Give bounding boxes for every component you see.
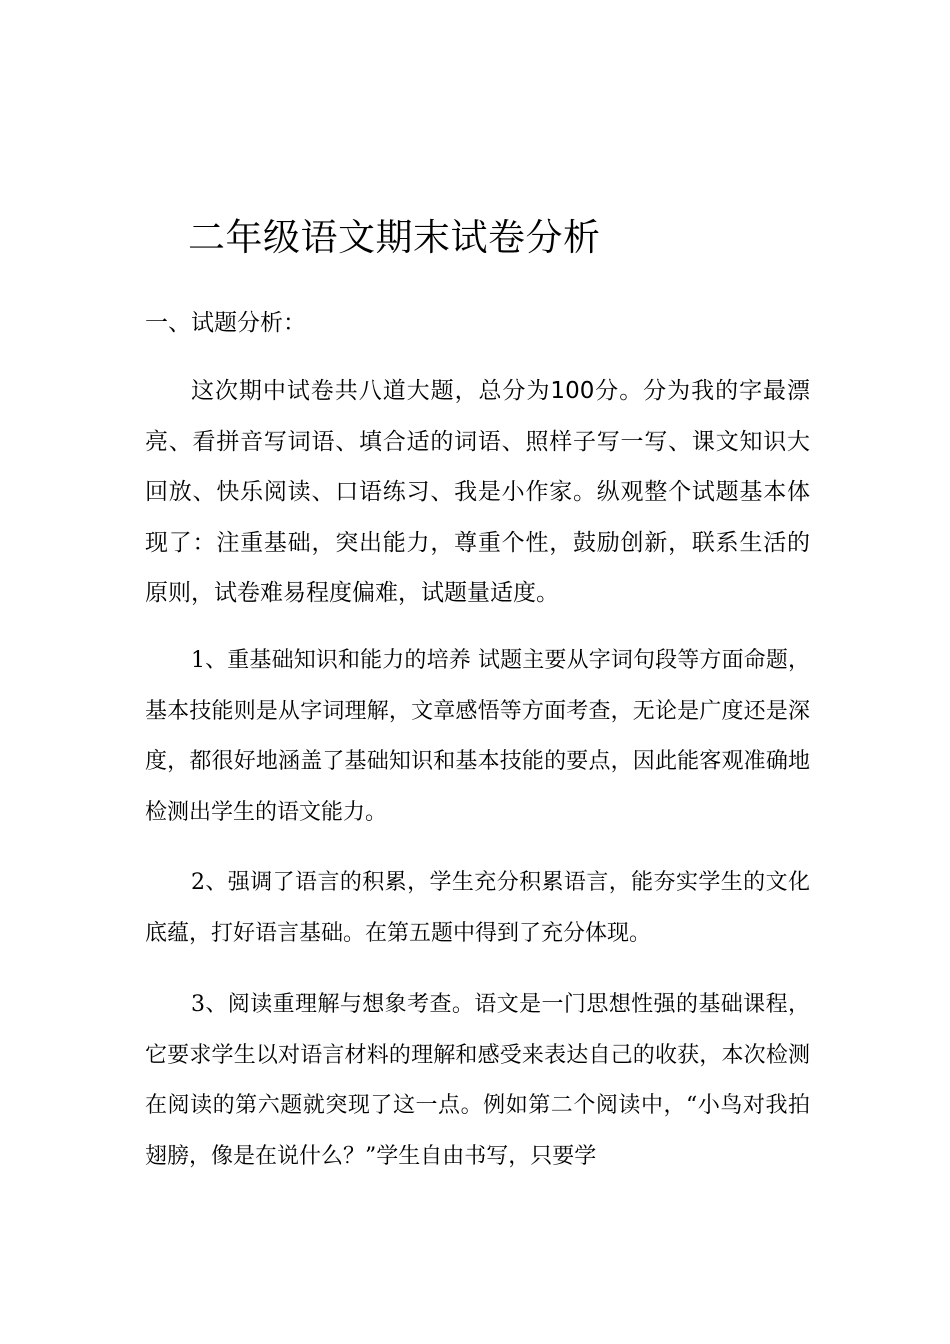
- paragraph-point-3: 3、阅读重理解与想象考查。语文是一门思想性强的基础课程，它要求学生以对语言材料的理解和感受来表达自己的收获，本次检测在阅读的第六题就突现了这一点。例如第二个阅读中，“小鸟对我拍翅膀，像是在说什么？”学生自由书写，只要学: [145, 992, 810, 1169]
- paragraph-point-2: 2、强调了语言的积累，学生充分积累语言，能夯实学生的文化底蕴，打好语言基础。在第五题中得到了充分体现。: [145, 870, 810, 946]
- paragraph-overview: 这次期中试卷共八道大题，总分为100分。分为我的字最漂亮、看拼音写词语、填合适的词语、照样子写一写、课文知识大回放、快乐阅读、口语练习、我是小作家。纵观整个试题基本体现了：注重基础，突出能力，尊重个性，鼓励创新，联系生活的原则，试卷难易程度偏难，试题量适度。: [145, 378, 810, 606]
- document-title: 二年级语文期末试卷分析: [188, 216, 601, 259]
- paragraph-point-1: 1、重基础知识和能力的培养 试题主要从字词句段等方面命题，基本技能则是从字词理解，文章感悟等方面考查，无论是广度还是深度，都很好地涵盖了基础知识和基本技能的要点，因此能客观准确地检测出学生的语文能力。: [145, 648, 810, 825]
- section-heading: 一、试题分析：: [145, 310, 306, 336]
